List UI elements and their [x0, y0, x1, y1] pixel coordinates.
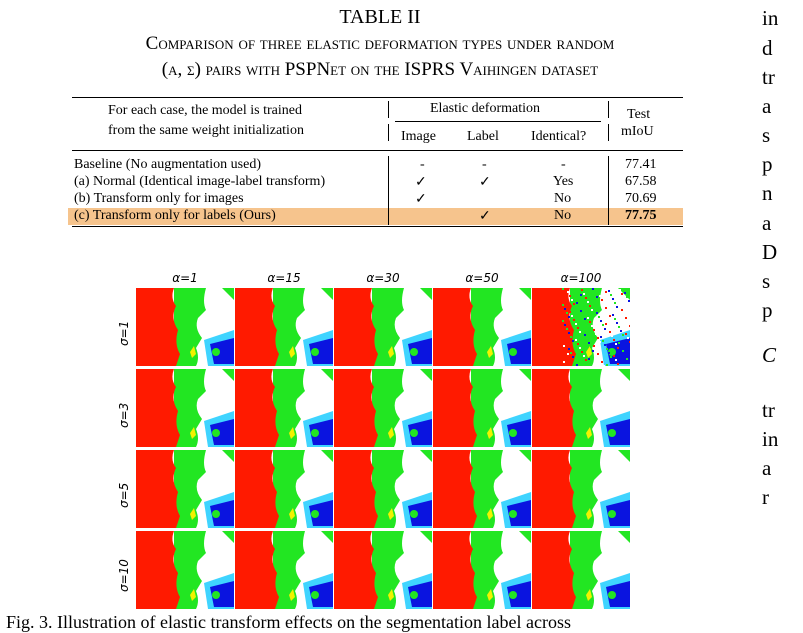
row-name: Baseline (No augmentation used) — [74, 157, 262, 172]
segmentation-tile — [532, 450, 630, 528]
alpha-label: α=30 — [366, 271, 400, 285]
table-number: TABLE II — [339, 6, 421, 28]
segmentation-tile — [532, 369, 630, 447]
col-miou: mIoU — [621, 124, 654, 139]
side-letter: d — [762, 36, 773, 60]
sep — [608, 156, 609, 225]
note-line-2: from the same weight initialization — [108, 123, 304, 138]
sigma-label: σ=5 — [117, 482, 131, 508]
segmentation-tile — [235, 369, 333, 447]
sep — [388, 101, 389, 118]
side-letter: s — [762, 269, 771, 293]
cell-image: ✓ — [415, 175, 427, 190]
segmentation-tile — [334, 288, 432, 366]
col-label: Label — [467, 129, 499, 144]
segmentation-tile — [433, 531, 531, 609]
sigma-label: σ=3 — [117, 402, 131, 428]
cell-label: ✓ — [479, 175, 491, 190]
col-image: Image — [401, 129, 436, 144]
segmentation-tile — [136, 369, 234, 447]
segmentation-tile — [433, 369, 531, 447]
segmentation-tile — [136, 450, 234, 528]
segmentation-tile — [532, 531, 630, 609]
mid-rule — [72, 150, 683, 151]
col-identical: Identical? — [531, 129, 587, 144]
segmentation-tile — [334, 450, 432, 528]
cell-image: - — [420, 157, 425, 172]
cell-identical: No — [554, 208, 572, 223]
segmentation-tile — [136, 531, 234, 609]
row-name: (b) Transform only for images — [74, 191, 244, 206]
cell-miou: 77.41 — [625, 157, 657, 172]
cell-identical: Yes — [553, 174, 574, 189]
group-header: Elastic deformation — [430, 101, 541, 116]
table-caption-line-2: (α, σ) pairs with PSPNet on the ISPRS Vaihingen dataset — [161, 59, 599, 80]
side-letter: D — [762, 240, 778, 264]
sep — [388, 124, 389, 141]
col-test: Test — [627, 107, 651, 122]
top-rule — [72, 97, 683, 98]
group-rule — [395, 121, 601, 122]
side-letter: p — [762, 152, 773, 176]
cell-label: ✓ — [479, 209, 491, 224]
cell-miou: 77.75 — [625, 208, 657, 223]
alpha-label: α=1 — [172, 271, 198, 285]
sep — [608, 124, 609, 141]
cell-miou: 67.58 — [625, 174, 657, 189]
segmentation-tile — [334, 369, 432, 447]
sep — [608, 101, 609, 118]
side-letter: tr — [762, 398, 775, 422]
segmentation-tile — [433, 450, 531, 528]
side-letter: C — [762, 343, 777, 367]
sigma-label: σ=1 — [117, 320, 131, 346]
sigma-label: σ=10 — [117, 559, 131, 592]
alpha-label: α=15 — [267, 271, 301, 285]
cell-label: - — [482, 157, 487, 172]
side-letter: s — [762, 123, 771, 147]
sep — [388, 156, 389, 225]
cell-identical: No — [554, 191, 572, 206]
cell-miou: 70.69 — [625, 191, 657, 206]
alpha-label: α=100 — [560, 271, 602, 285]
segmentation-tile — [433, 288, 531, 366]
segmentation-tile — [235, 450, 333, 528]
side-letter: tr — [762, 65, 775, 89]
row-name: (a) Normal (Identical image-label transform) — [74, 174, 326, 189]
segmentation-tile — [334, 531, 432, 609]
side-letter: p — [762, 298, 773, 322]
side-letter: in — [762, 6, 779, 30]
side-letter: a — [762, 211, 772, 235]
side-letter: in — [762, 427, 779, 451]
row-name: (c) Transform only for labels (Ours) — [74, 208, 276, 223]
side-letter: n — [762, 181, 773, 205]
table-caption-line-1: Comparison of three elastic deformation types under random — [145, 33, 615, 54]
cell-identical: - — [561, 157, 566, 172]
segmentation-tile — [235, 288, 333, 366]
side-letter: a — [762, 456, 772, 480]
segmentation-tile — [235, 531, 333, 609]
note-line-1: For each case, the model is trained — [108, 103, 302, 118]
alpha-label: α=50 — [465, 271, 499, 285]
bottom-rule — [72, 226, 683, 227]
cell-image: ✓ — [415, 192, 427, 207]
segmentation-tile — [136, 288, 234, 366]
segmentation-tile — [532, 288, 630, 366]
figure-caption: Fig. 3. Illustration of elastic transform effects on the segmentation label across — [6, 612, 572, 632]
side-letter: r — [762, 485, 769, 509]
side-letter: a — [762, 94, 772, 118]
